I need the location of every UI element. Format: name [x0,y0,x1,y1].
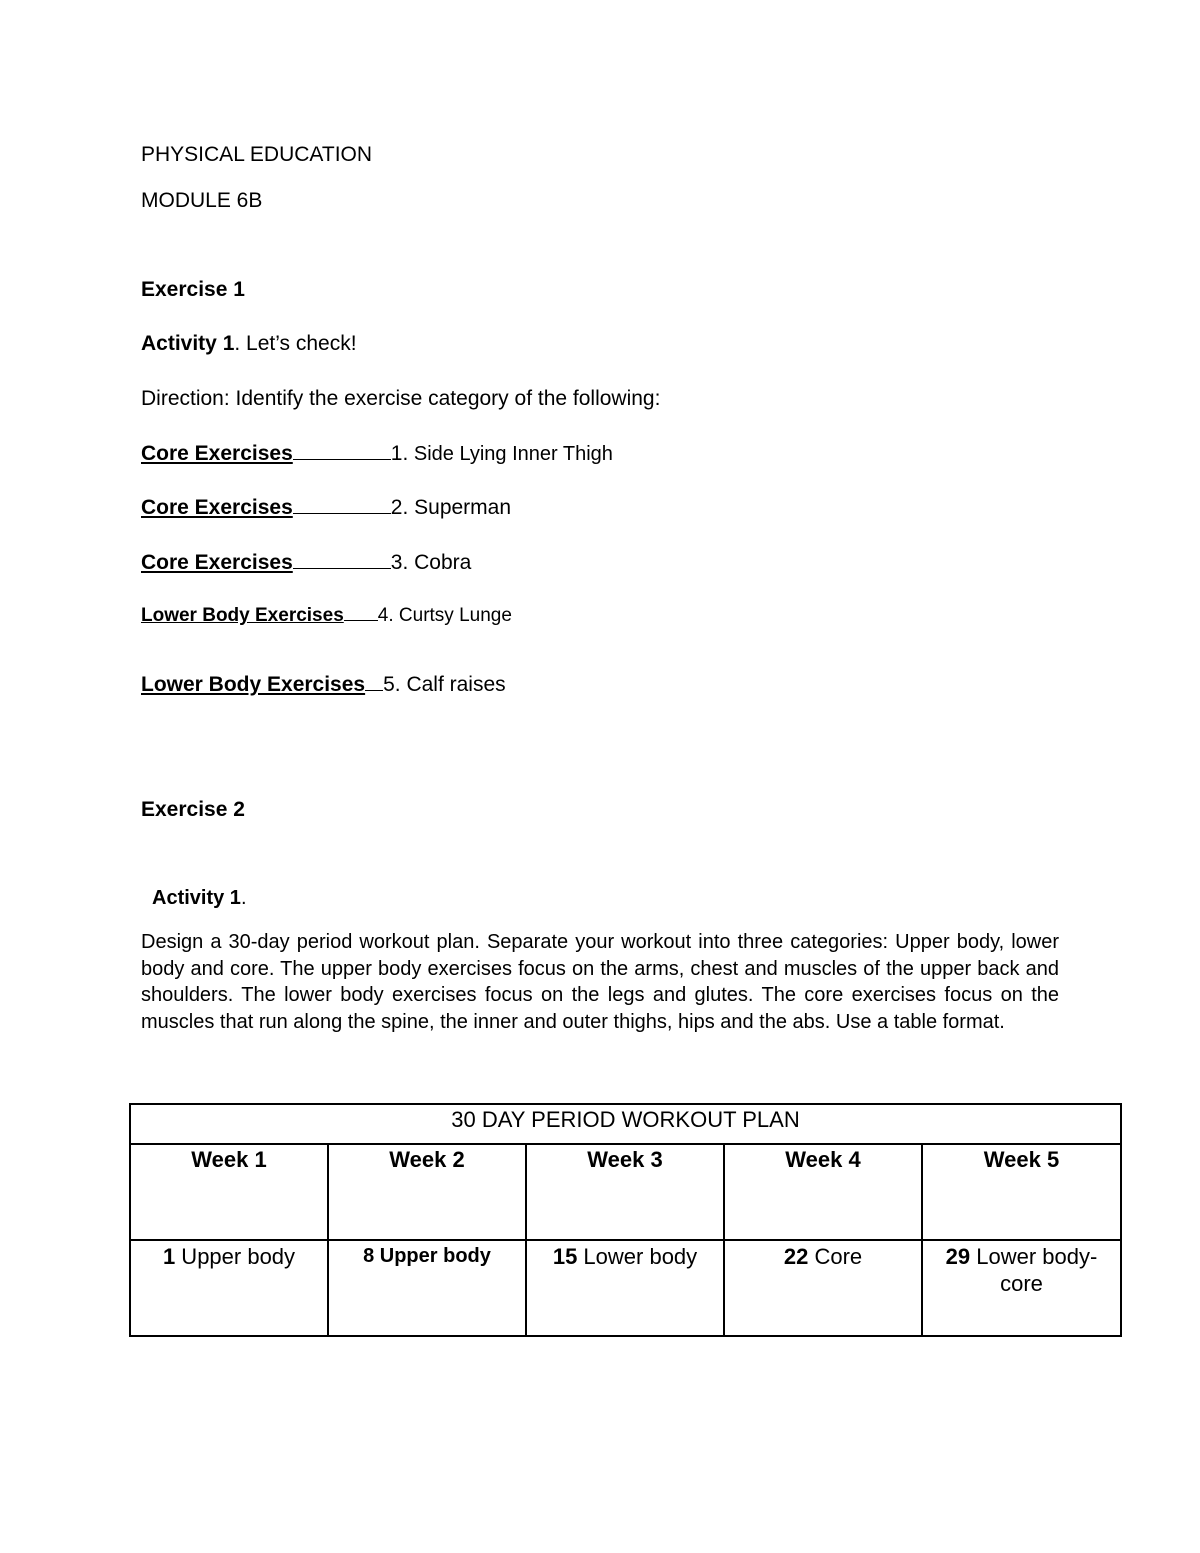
week-header: Week 1 [130,1144,328,1240]
activity-label: Activity 1 [152,887,241,909]
workout-plan-table [129,1103,1122,1337]
item-text: Curtsy Lunge [393,605,512,626]
instructions-paragraph: Design a 30-day period workout plan. Separate your workout into three categories: Upper body, lower body and core. The upper body exercises focus on the arms, chest and muscles of the upper back and shoulders. The lower body exercises focus on the legs and glutes. The core exercises focus on the muscles that run along the spine, the inner and outer thighs, hips and the abs. Use a table format. [141,931,1059,1033]
table-row [130,1240,1121,1336]
exercise1-activity [141,332,357,356]
item-number: 1. [390,442,409,465]
answer-blank [293,441,391,460]
answer-blank [293,550,391,569]
week-header: Week 5 [922,1144,1121,1240]
activity-text: . Let’s check! [234,332,357,355]
day-cell [526,1240,724,1336]
week-header: Week 4 [724,1144,922,1240]
answer-blank [365,672,383,691]
answer-text: Core Exercises [141,442,293,465]
item-number: 5. [383,673,401,696]
answer-text: Lower Body Exercises [141,605,344,626]
exercise2-activity [152,887,247,910]
list-item [141,550,471,575]
day-label: Core [808,1244,863,1269]
day-label: Lower body [577,1244,698,1269]
item-text: Side Lying Inner Thigh [408,443,613,465]
list-item [141,441,613,466]
table-title: 30 DAY PERIOD WORKOUT PLAN [130,1104,1121,1144]
day-number: 8 [363,1245,375,1267]
day-cell [922,1240,1121,1336]
day-number: 15 [552,1244,578,1269]
direction-text: Direction: Identify the exercise category of the following: [141,387,661,410]
exercise1-title: Exercise 1 [141,278,245,301]
exercise2-title: Exercise 2 [141,798,245,821]
answer-blank [344,604,378,621]
item-text: Cobra [408,551,472,574]
activity-label: Activity 1 [141,332,235,355]
answer-text: Core Exercises [141,551,293,574]
item-number: 3. [390,551,409,574]
day-number: 22 [783,1244,809,1269]
list-item [141,672,506,697]
list-item [141,495,511,520]
day-cell [130,1240,328,1336]
day-label: Upper body [374,1245,491,1267]
activity-text: . [240,887,247,909]
day-cell [724,1240,922,1336]
day-number: 1 [162,1244,176,1269]
page-subject: PHYSICAL EDUCATION [141,143,373,166]
day-number: 29 [945,1244,971,1269]
item-number: 4. [377,605,394,626]
list-item [141,604,512,627]
answer-text: Lower Body Exercises [141,673,366,696]
table-header-row [130,1144,1121,1240]
week-header: Week 2 [328,1144,526,1240]
item-text: Calf raises [400,673,506,696]
module-title: MODULE 6B [141,189,263,212]
week-header: Week 3 [526,1144,724,1240]
item-number: 2. [390,496,409,519]
day-label: Lower body-core [970,1244,1098,1296]
day-label: Upper body [175,1244,296,1269]
answer-text: Core Exercises [141,496,293,519]
day-cell [328,1240,526,1336]
item-text: Superman [408,496,512,519]
answer-blank [293,495,391,514]
